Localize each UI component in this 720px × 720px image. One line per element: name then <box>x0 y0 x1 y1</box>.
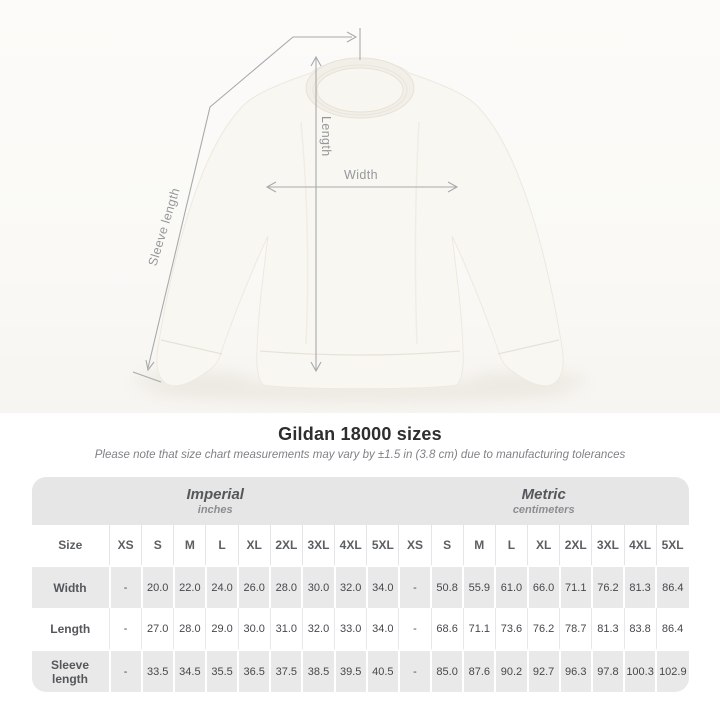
length-metric-value: 73.6 <box>495 608 527 650</box>
length-metric-value: 83.8 <box>624 608 656 650</box>
length-metric-value: - <box>399 608 431 650</box>
length-metric-value: 81.3 <box>592 608 624 650</box>
metric-size-header: XS <box>399 525 431 566</box>
length-imperial-value: 32.0 <box>302 608 334 650</box>
sleeve-imperial-value: 33.5 <box>142 650 174 692</box>
width-metric-value: - <box>399 566 431 608</box>
imperial-label: Imperial <box>186 486 244 503</box>
imperial-size-header: 3XL <box>302 525 334 566</box>
width-metric-value: 50.8 <box>431 566 463 608</box>
sleeve-metric-value: 96.3 <box>560 650 592 692</box>
sleeve-imperial-value: 35.5 <box>206 650 238 692</box>
page-title: Gildan 18000 sizes <box>278 424 442 444</box>
metric-size-header: M <box>463 525 495 566</box>
sleeve-imperial-value: 34.5 <box>174 650 206 692</box>
length-measure-label: Length <box>319 116 333 157</box>
width-imperial-value: 32.0 <box>335 566 367 608</box>
metric-size-header: S <box>431 525 463 566</box>
sleeve-metric-value: 100.3 <box>624 650 656 692</box>
length-imperial-value: - <box>110 608 142 650</box>
sleeve-length-measure-label: Sleeve length <box>145 186 183 268</box>
length-metric-value: 78.7 <box>560 608 592 650</box>
size-chart-card <box>32 477 689 692</box>
length-imperial-value: 28.0 <box>174 608 206 650</box>
size-corner-header: Size <box>32 525 110 566</box>
width-imperial-value: 26.0 <box>238 566 270 608</box>
metric-label: Metric <box>521 486 566 503</box>
sleeve-metric-value: 85.0 <box>431 650 463 692</box>
imperial-size-header: 2XL <box>270 525 302 566</box>
table-row-width <box>32 566 689 608</box>
metric-group-header <box>399 477 689 525</box>
length-imperial-value: 31.0 <box>270 608 302 650</box>
size-chart-table <box>32 477 689 692</box>
sleeve-imperial-value: 39.5 <box>335 650 367 692</box>
length-imperial-value: 27.0 <box>142 608 174 650</box>
sleeve-metric-value: 92.7 <box>528 650 560 692</box>
imperial-size-header: M <box>174 525 206 566</box>
width-imperial-value: 34.0 <box>367 566 399 608</box>
width-imperial-value: 30.0 <box>302 566 334 608</box>
imperial-size-header: L <box>206 525 238 566</box>
width-imperial-value: 24.0 <box>206 566 238 608</box>
sleeve-imperial-value: 36.5 <box>238 650 270 692</box>
length-imperial-value: 34.0 <box>367 608 399 650</box>
width-metric-value: 66.0 <box>528 566 560 608</box>
width-imperial-value: - <box>110 566 142 608</box>
width-metric-value: 86.4 <box>656 566 688 608</box>
imperial-size-header: 5XL <box>367 525 399 566</box>
metric-size-header: 5XL <box>656 525 688 566</box>
unit-group-row <box>32 477 689 525</box>
length-imperial-value: 29.0 <box>206 608 238 650</box>
width-metric-value: 81.3 <box>624 566 656 608</box>
imperial-unit-label: inches <box>197 504 233 516</box>
imperial-group-header <box>32 477 399 525</box>
width-metric-value: 55.9 <box>463 566 495 608</box>
width-imperial-value: 28.0 <box>270 566 302 608</box>
length-metric-value: 68.6 <box>431 608 463 650</box>
length-metric-value: 86.4 <box>656 608 688 650</box>
sleeve-imperial-value: - <box>110 650 142 692</box>
sleeve-metric-value: 90.2 <box>495 650 527 692</box>
width-metric-value: 76.2 <box>592 566 624 608</box>
metric-size-header: 2XL <box>560 525 592 566</box>
table-row-sleeve-length <box>32 650 689 692</box>
length-metric-value: 76.2 <box>528 608 560 650</box>
length-imperial-value: 33.0 <box>335 608 367 650</box>
size-header-row <box>32 525 689 566</box>
width-metric-value: 61.0 <box>495 566 527 608</box>
sleeve-metric-value: 102.9 <box>656 650 688 692</box>
sleeve-metric-value: 87.6 <box>463 650 495 692</box>
row-label: Width <box>32 566 110 608</box>
sleeve-imperial-value: 40.5 <box>367 650 399 692</box>
sweatshirt-image <box>157 58 563 389</box>
imperial-size-header: S <box>142 525 174 566</box>
metric-unit-label: centimeters <box>512 504 575 516</box>
length-metric-value: 71.1 <box>463 608 495 650</box>
width-measure-label: Width <box>344 168 378 182</box>
row-label: Sleeve length <box>32 650 110 692</box>
metric-size-header: 3XL <box>592 525 624 566</box>
imperial-size-header: XS <box>110 525 142 566</box>
sleeve-imperial-value: 37.5 <box>270 650 302 692</box>
width-imperial-value: 20.0 <box>142 566 174 608</box>
tolerance-note: Please note that size chart measurements may vary by ±1.5 in (3.8 cm) due to manufacturing tolerances <box>94 449 626 461</box>
metric-size-header: XL <box>528 525 560 566</box>
metric-size-header: L <box>495 525 527 566</box>
imperial-size-header: XL <box>238 525 270 566</box>
width-imperial-value: 22.0 <box>174 566 206 608</box>
metric-size-header: 4XL <box>624 525 656 566</box>
length-imperial-value: 30.0 <box>238 608 270 650</box>
imperial-size-header: 4XL <box>335 525 367 566</box>
row-label: Length <box>32 608 110 650</box>
width-metric-value: 71.1 <box>560 566 592 608</box>
table-row-length <box>32 608 689 650</box>
sleeve-imperial-value: 38.5 <box>302 650 334 692</box>
sleeve-metric-value: - <box>399 650 431 692</box>
sleeve-metric-value: 97.8 <box>592 650 624 692</box>
